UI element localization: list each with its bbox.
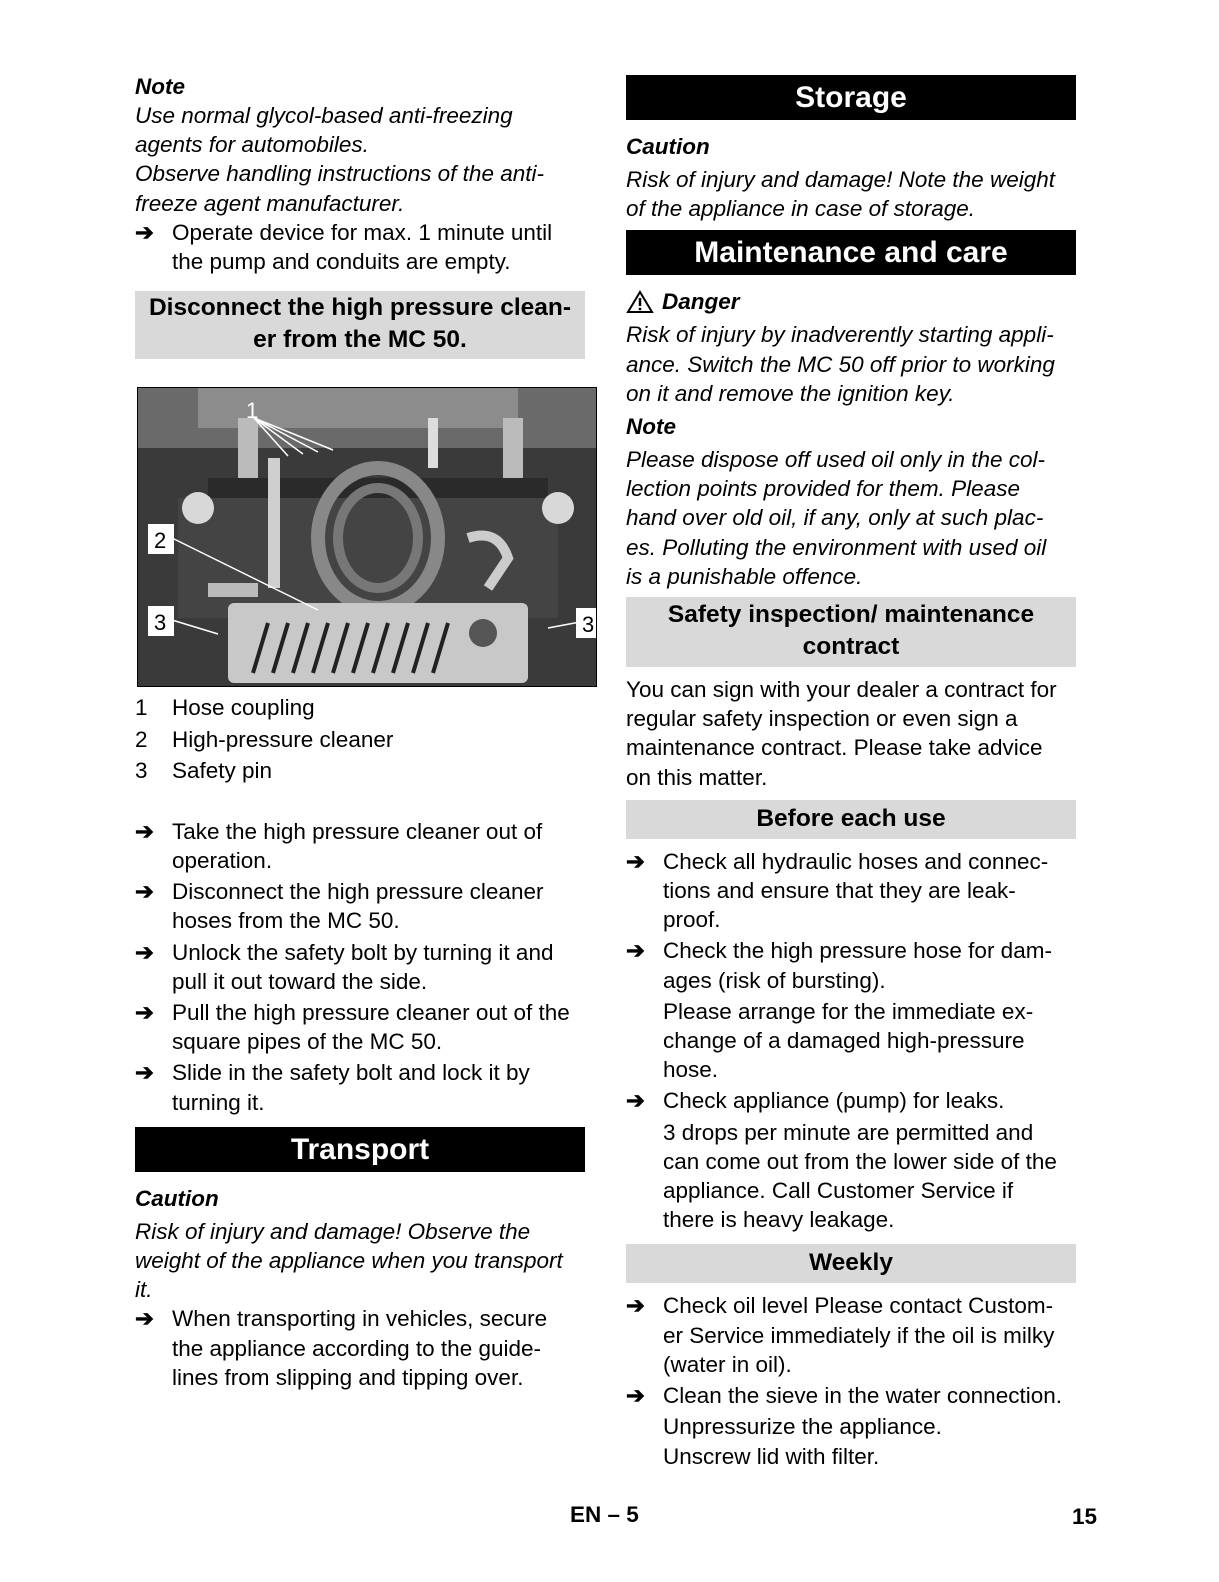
hose-reel-photo: [137, 387, 597, 687]
figure-legend: [135, 692, 585, 787]
step-detail: 3 drops per minute are permitted and can come out from the lower side of the appliance. Call Customer Service if there is heavy leakage.: [663, 1119, 1057, 1233]
maint-note-label: Note: [626, 414, 676, 440]
arrow-icon: ➔: [135, 1060, 154, 1086]
transport-caution-label: Caution: [135, 1185, 219, 1211]
callout-3-right: 3: [582, 612, 595, 638]
maintenance-heading: Maintenance and care: [626, 230, 1076, 275]
arrow-icon: ➔: [135, 818, 154, 844]
warning-triangle-icon: [626, 290, 654, 314]
safety-inspection-heading: Safety inspection/ maintenance contract: [626, 597, 1076, 667]
note-label: Note: [135, 74, 185, 99]
legend-item: 3 Safety pin: [135, 758, 273, 784]
storage-caution-text: Risk of injury and damage! Note the weight of the appliance in case of storage.: [626, 167, 1055, 222]
arrow-icon: ➔: [135, 999, 154, 1025]
storage-caution-label: Caution: [626, 134, 710, 159]
step-item: ➔ Check oil level Please contact Custom- er Service immediately if the oil is milky (water in oil).: [626, 1293, 1055, 1377]
callout-3-left: 3: [154, 610, 167, 636]
arrow-icon: ➔: [626, 848, 645, 874]
step-item: ➔ Take the high pressure cleaner out of operation.: [135, 818, 543, 873]
step-detail: Unpressurize the appliance. Unscrew lid with filter.: [663, 1414, 942, 1469]
danger-label-row: [626, 287, 1076, 316]
step-operate: ➔ Operate device for max. 1 minute until the pump and conduits are empty.: [135, 219, 553, 275]
note-text: Use normal glycol-based anti-freezing agents for automobiles. Observe handling instructions of the anti- freeze agent manufacturer.: [135, 103, 544, 216]
arrow-icon: ➔: [135, 879, 154, 905]
transport-heading: Transport: [135, 1127, 585, 1172]
step-item: ➔ Clean the sieve in the water connection.: [626, 1381, 1076, 1410]
step-item: ➔ Check appliance (pump) for leaks.: [626, 1086, 1076, 1115]
legend-item: 2 High-pressure cleaner: [135, 726, 394, 752]
danger-text: Risk of injury by inadverently starting appli- ance. Switch the MC 50 off prior to working on it and remove the ignition key.: [626, 322, 1055, 406]
photo-drawing: [138, 388, 596, 686]
maint-note-text: Please dispose off used oil only in the col- lection points provided for them. Please hand over old oil, if any, only at such plac- es. Polluting the environment with used oil is a punishable offence.: [626, 447, 1047, 589]
weekly-heading: Weekly: [626, 1244, 1076, 1283]
arrow-icon: ➔: [135, 939, 154, 965]
step-item: ➔ Check all hydraulic hoses and connec- tions and ensure that they are leak- proof.: [626, 848, 1049, 933]
footer-language-page: EN – 5: [570, 1502, 639, 1527]
callout-2: 2: [154, 528, 167, 554]
step-detail: Please arrange for the immediate ex- change of a damaged high-pressure hose.: [663, 998, 1034, 1083]
before-each-use-steps: [626, 847, 1076, 1235]
step-item: ➔ Pull the high pressure cleaner out of the square pipes of the MC 50.: [135, 999, 570, 1055]
disconnect-heading: Disconnect the high pressure clean- er from the MC 50.: [135, 291, 585, 359]
step-item: ➔ Slide in the safety bolt and lock it by turning it.: [135, 1060, 530, 1115]
transport-caution-text: Risk of injury and damage! Observe the weight of the appliance when you transport it.: [135, 1218, 563, 1303]
page-number: 15: [1072, 1504, 1098, 1529]
legend-item: 1 Hose coupling: [135, 695, 315, 721]
danger-label: Danger: [662, 289, 740, 315]
arrow-icon: ➔: [135, 219, 154, 245]
left-column: [135, 70, 595, 1392]
before-each-use-heading: Before each use: [626, 800, 1076, 839]
callout-1: 1: [246, 398, 259, 424]
step-item: ➔ Unlock the safety bolt by turning it and pull it out toward the side.: [135, 939, 554, 994]
step-item: ➔ Check the high pressure hose for dam- ages (risk of bursting).: [626, 938, 1052, 993]
step-item: ➔ Disconnect the high pressure cleaner hoses from the MC 50.: [135, 879, 544, 934]
arrow-icon: ➔: [626, 938, 645, 964]
storage-heading: Storage: [626, 75, 1076, 120]
arrow-icon: ➔: [135, 1306, 154, 1332]
arrow-icon: ➔: [626, 1293, 645, 1319]
disconnect-steps: [135, 817, 585, 1117]
transport-step: ➔ When transporting in vehicles, secure the appliance according to the guide- lines from slipping and tipping over.: [135, 1306, 548, 1390]
arrow-icon: ➔: [626, 1383, 645, 1409]
weekly-steps: [626, 1291, 1076, 1470]
arrow-icon: ➔: [626, 1088, 645, 1114]
right-column: [626, 75, 1076, 1471]
safety-inspection-text: You can sign with your dealer a contract for regular safety inspection or even sign a maintenance contract. Please take advice on this matter.: [626, 677, 1057, 790]
